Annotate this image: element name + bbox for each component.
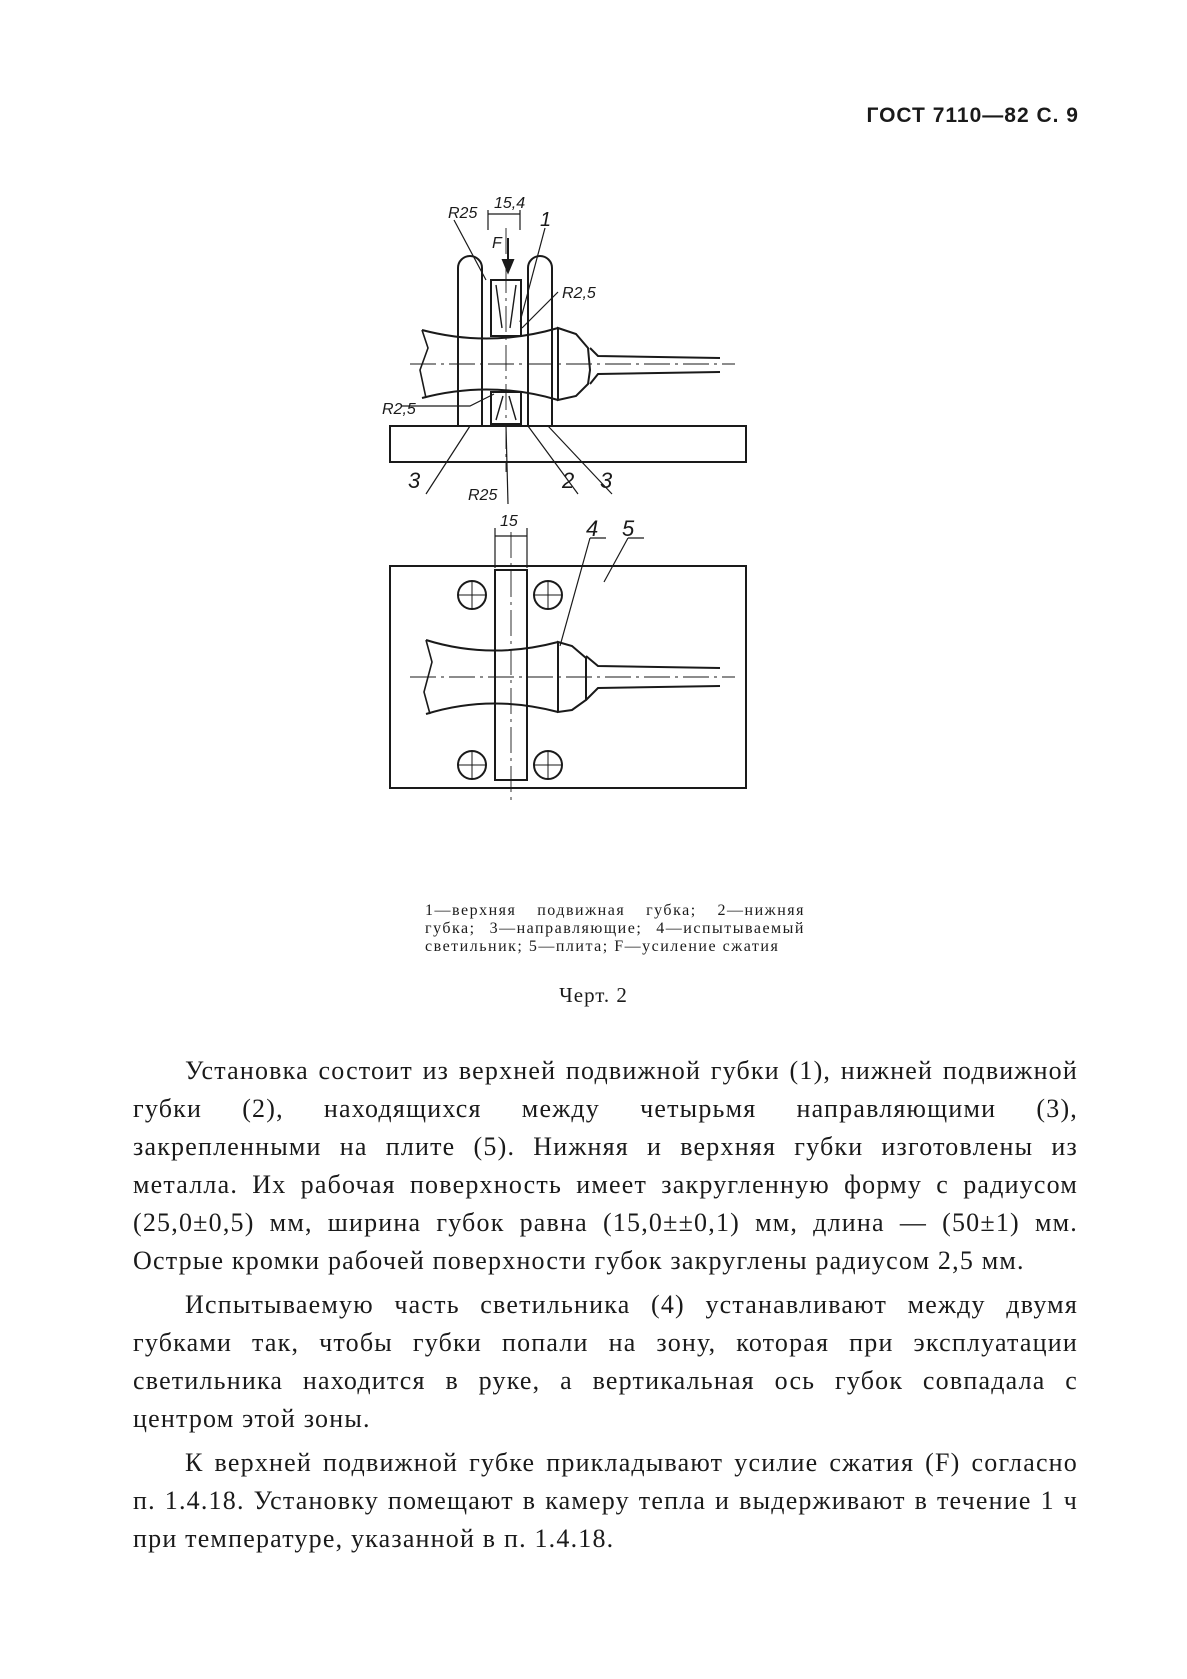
label-dim-15: 15 bbox=[500, 513, 518, 530]
page-header: ГОСТ 7110—82 С. 9 bbox=[866, 104, 1079, 127]
figure-caption: 1—верхняя подвижная губка; 2—нижняя губка; 3—направляющие; 4—испытываемый светильник; 5—плита; F—усиление сжатия bbox=[425, 902, 805, 955]
paragraph: К верхней подвижной губке прикладывают усилие сжатия (F) согласно п. 1.4.18. Установку помещают в камеру тепла и выдерживают в течение 1 ч при температуре, указанной в п. 1.4.18. bbox=[133, 1448, 1078, 1553]
label-dim-15-4: 15,4 bbox=[494, 195, 526, 212]
paragraph: Испытываемую часть светильника (4) устанавливают между двумя губками так, чтобы губки попали на зону, которая при эксплуатации светильника находится в руке, а вертикальная ось губок совпадала с центром этой зоны. bbox=[133, 1290, 1078, 1433]
figure-title: Черт. 2 bbox=[559, 983, 628, 1007]
label-5: 5 bbox=[622, 516, 635, 541]
guide-left-side bbox=[458, 256, 482, 426]
base-plate-side bbox=[390, 426, 746, 462]
label-r2-5-right: R2,5 bbox=[562, 285, 596, 302]
figure-drawing bbox=[382, 195, 810, 860]
body-text bbox=[133, 1052, 1078, 1564]
label-r25-bottom: R25 bbox=[468, 487, 498, 504]
label-3-left: 3 bbox=[408, 468, 421, 493]
technical-drawing bbox=[382, 195, 810, 860]
label-force: F bbox=[492, 235, 502, 252]
label-4: 4 bbox=[586, 516, 599, 541]
label-r2-5-left: R2,5 bbox=[382, 401, 416, 418]
label-r25-top: R25 bbox=[448, 205, 478, 222]
label-1: 1 bbox=[540, 209, 552, 231]
label-2: 2 bbox=[562, 468, 575, 493]
guide-right-side bbox=[528, 256, 552, 426]
label-3-right: 3 bbox=[600, 468, 613, 493]
paragraph: Установка состоит из верхней подвижной губки (1), нижней подвижной губки (2), находящихся между четырьмя направляющими (3), закрепленными на плите (5). Нижняя и верхняя губки изготовлены из металла. Их рабочая поверхность имеет закругленную форму с радиусом (25,0±0,5) мм, ширина губок равна (15,0±±0,1) мм, длина — (50±1) мм. Острые кромки рабочей поверхности губок закруглены радиусом 2,5 мм. bbox=[133, 1056, 1078, 1275]
